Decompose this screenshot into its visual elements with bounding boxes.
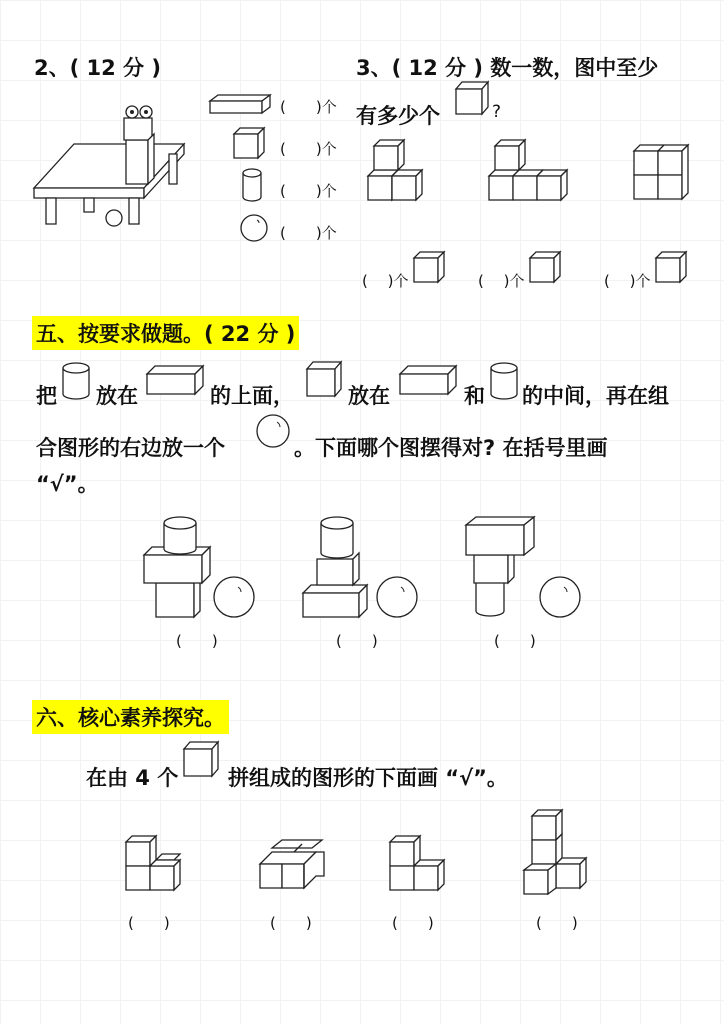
cube-icon — [307, 362, 343, 398]
sec6-figure-4 — [524, 810, 592, 900]
cube-icon — [414, 252, 446, 284]
sec5-answer-c[interactable]: ( ) — [494, 632, 536, 650]
sec6-text-1: 在由 4 个 — [86, 766, 179, 790]
sec5-text-6: 的中间，再在组 — [522, 384, 669, 408]
sec6-answer-4[interactable]: ( ) — [536, 914, 578, 932]
q3-line2-text: 有多少个 — [356, 104, 440, 128]
cube-icon — [656, 252, 688, 284]
sec6-answer-1[interactable]: ( ) — [128, 914, 170, 932]
q3-answer-3[interactable]: ( )个 — [604, 272, 651, 290]
cube-icon — [234, 128, 266, 160]
sec5-text-5: 和 — [464, 384, 485, 408]
cube-icon — [530, 252, 562, 284]
sphere-icon — [240, 214, 268, 242]
cube-icon — [456, 82, 490, 116]
q3-answer-1[interactable]: ( )个 — [362, 272, 409, 290]
section-5-heading: 五、按要求做题。( 22 分 ) — [32, 316, 299, 350]
cuboid-icon — [400, 366, 458, 396]
sec5-text-2: 放在 — [96, 384, 138, 408]
q2-count-cuboid[interactable]: ( )个 — [280, 98, 337, 116]
sec5-text-3: 的上面， — [210, 384, 294, 408]
table-robot-figure — [34, 100, 194, 240]
sec5-text-8: 。下面哪个图摆得对? 在括号里画 — [294, 436, 608, 460]
sec5-option-c-figure — [466, 515, 590, 619]
cylinder-icon — [490, 362, 518, 400]
section-6-heading: 六、核心素养探究。 — [32, 700, 229, 734]
cuboid-icon — [147, 366, 205, 396]
q3-question-mark: ? — [492, 102, 502, 122]
q3-cube-stack-2 — [489, 140, 571, 202]
sec6-figure-1 — [126, 836, 186, 894]
sec5-text-1: 把 — [36, 384, 57, 408]
q2-count-cube[interactable]: ( )个 — [280, 140, 337, 158]
cuboid-icon — [210, 95, 272, 115]
q3-cube-stack-3 — [634, 145, 690, 201]
q3-cube-stack-1 — [368, 140, 428, 202]
q2-count-cylinder[interactable]: ( )个 — [280, 182, 337, 200]
sec6-text-2: 拼组成的图形的下面画 “√”。 — [228, 766, 508, 790]
sec5-answer-b[interactable]: ( ) — [336, 632, 378, 650]
sec5-option-b-figure — [303, 515, 419, 619]
sec5-option-a-figure — [144, 515, 256, 619]
sec5-text-7: 合图形的右边放一个 — [36, 436, 225, 460]
cube-icon — [184, 742, 220, 778]
sec5-text-4: 放在 — [348, 384, 390, 408]
sec6-figure-3 — [390, 836, 448, 894]
q3-title: 3、( 12 分 ) 数一数，图中至少 — [356, 56, 659, 80]
q3-answer-2[interactable]: ( )个 — [478, 272, 525, 290]
sec6-answer-2[interactable]: ( ) — [270, 914, 312, 932]
q2-count-sphere[interactable]: ( )个 — [280, 224, 337, 242]
q2-title: 2、( 12 分 ) — [34, 56, 161, 80]
sec5-text-9: “√”。 — [36, 472, 99, 496]
sec6-figure-2 — [260, 840, 330, 894]
sec5-answer-a[interactable]: ( ) — [176, 632, 218, 650]
sec6-answer-3[interactable]: ( ) — [392, 914, 434, 932]
sphere-icon — [256, 414, 290, 448]
cylinder-icon — [62, 362, 90, 400]
cylinder-icon — [242, 168, 262, 202]
